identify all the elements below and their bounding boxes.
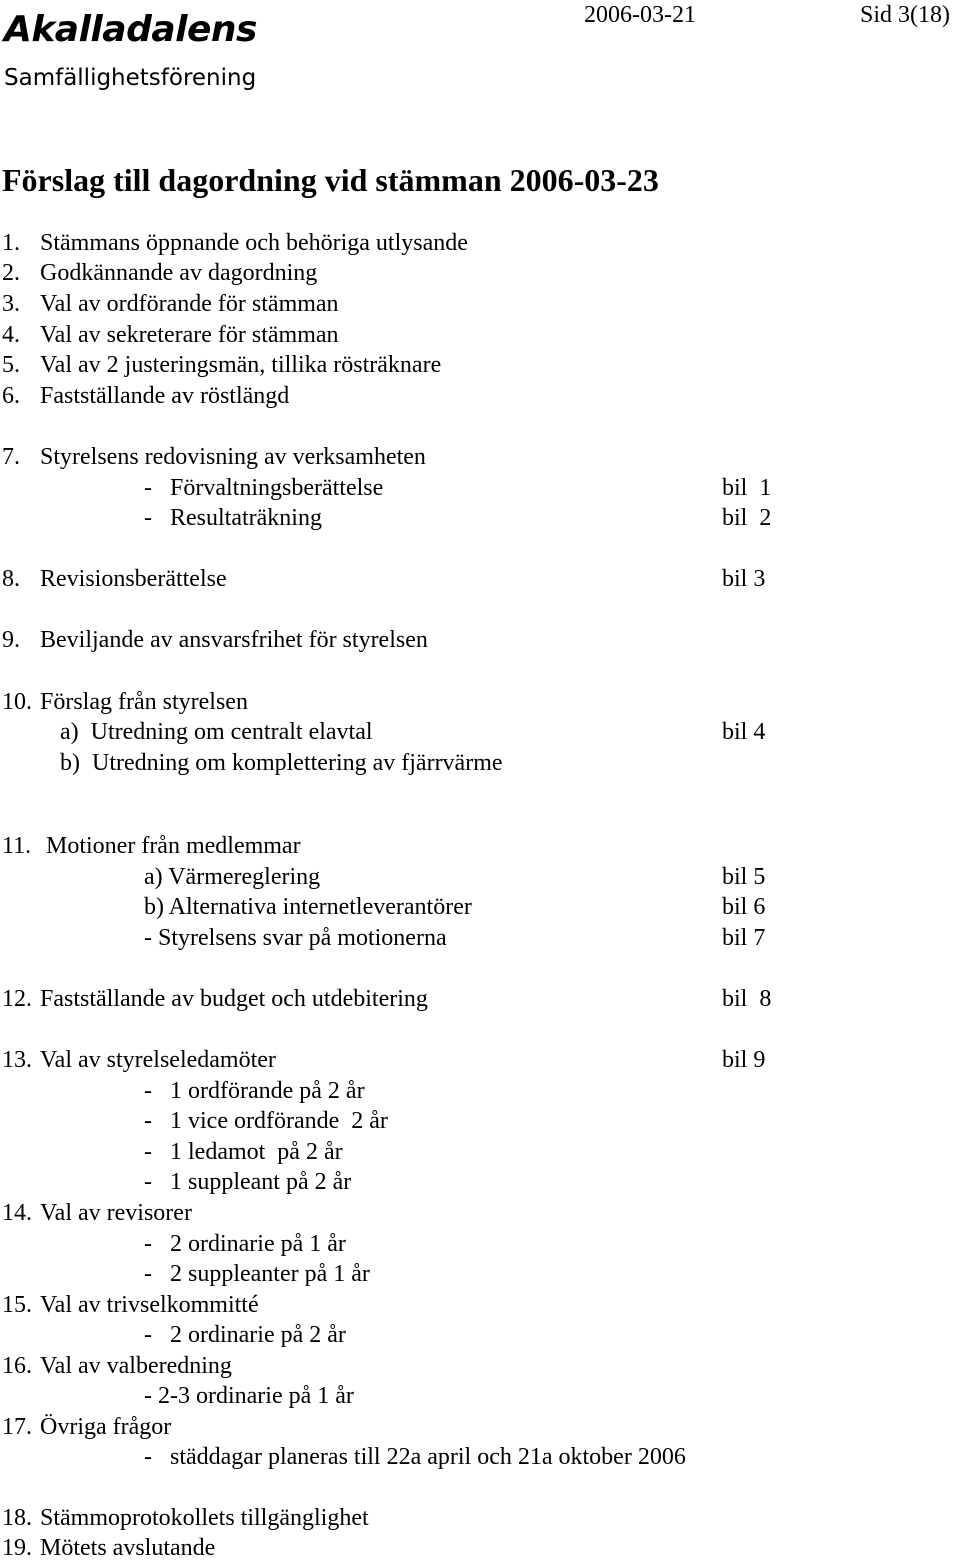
org-name: Akalladalens xyxy=(4,9,257,50)
attachment-ref: bil 2 xyxy=(722,505,772,531)
item-text: Val av revisorer xyxy=(40,1200,192,1226)
item-number: 1. xyxy=(2,230,20,256)
agenda-item xyxy=(2,831,301,861)
agenda-item xyxy=(2,258,318,288)
agenda-item xyxy=(2,350,442,380)
agenda-item xyxy=(2,228,468,258)
agenda-subitem: b) Utredning om komplettering av fjärrvärme xyxy=(60,750,503,776)
item-text: Val av trivselkommitté xyxy=(40,1292,259,1318)
item-text: Val av valberedning xyxy=(40,1353,232,1379)
item-number: 11. xyxy=(2,833,32,859)
item-number: 16. xyxy=(2,1353,32,1379)
item-text: Val av styrelseledamöter xyxy=(40,1047,276,1073)
item-text: Fastställande av röstlängd xyxy=(40,383,290,409)
agenda-item xyxy=(2,687,248,717)
agenda-item xyxy=(2,1198,192,1228)
org-subtitle: Samfällighetsförening xyxy=(4,65,257,91)
item-number: 5. xyxy=(2,352,20,378)
attachment-ref: bil 8 xyxy=(722,986,772,1012)
agenda-subitem: - Styrelsens svar på motionerna xyxy=(144,925,447,951)
item-number: 19. xyxy=(2,1535,32,1561)
agenda-item xyxy=(2,289,339,319)
item-number: 9. xyxy=(2,627,20,653)
item-number: 14. xyxy=(2,1200,32,1226)
item-text: Val av ordförande för stämman xyxy=(40,291,339,317)
agenda-subitem: - 2 suppleanter på 1 år xyxy=(144,1261,370,1287)
item-number: 18. xyxy=(2,1505,32,1531)
agenda-subitem: - Förvaltningsberättelse xyxy=(144,475,384,501)
item-number: 3. xyxy=(2,291,20,317)
item-number: 8. xyxy=(2,566,20,592)
item-number: 13. xyxy=(2,1047,32,1073)
item-number: 15. xyxy=(2,1292,32,1318)
item-number: 2. xyxy=(2,260,20,286)
agenda-subitem: - 1 suppleant på 2 år xyxy=(144,1169,352,1195)
item-text: Godkännande av dagordning xyxy=(40,260,318,286)
attachment-ref: bil 9 xyxy=(722,1047,766,1073)
attachment-ref: bil 7 xyxy=(722,925,766,951)
item-number: 7. xyxy=(2,444,20,470)
attachment-ref: bil 4 xyxy=(722,719,766,745)
agenda-item xyxy=(2,1412,172,1442)
agenda-subitem: - 2-3 ordinarie på 1 år xyxy=(144,1383,354,1409)
agenda-subitem: b) Alternativa internetleverantörer xyxy=(144,894,472,920)
item-text: Val av 2 justeringsmän, tillika rösträknare xyxy=(40,352,442,378)
item-text: Beviljande av ansvarsfrihet för styrelsen xyxy=(40,627,428,653)
item-text: Val av sekreterare för stämman xyxy=(40,322,339,348)
agenda-subitem: - 1 ordförande på 2 år xyxy=(144,1078,365,1104)
agenda-subitem: - 2 ordinarie på 2 år xyxy=(144,1322,346,1348)
attachment-ref: bil 3 xyxy=(722,566,766,592)
agenda-item xyxy=(2,320,339,350)
page-title: Förslag till dagordning vid stämman 2006-03-23 xyxy=(2,162,659,198)
attachment-ref: bil 1 xyxy=(722,475,772,501)
item-text: Revisionsberättelse xyxy=(40,566,227,592)
agenda-item xyxy=(2,442,426,472)
agenda-subitem: - 1 ledamot på 2 år xyxy=(144,1139,343,1165)
agenda-item xyxy=(2,1290,259,1320)
item-text: Stämmoprotokollets tillgänglighet xyxy=(40,1505,369,1531)
agenda-item xyxy=(2,381,290,411)
agenda-item xyxy=(2,625,428,655)
agenda-subitem: a) Utredning om centralt elavtal xyxy=(60,719,373,745)
agenda-subitem: - städdagar planeras till 22a april och 21a oktober 2006 xyxy=(144,1444,686,1470)
agenda-subitem: - 2 ordinarie på 1 år xyxy=(144,1231,346,1257)
item-text: Styrelsens redovisning av verksamheten xyxy=(40,444,426,470)
agenda-subitem: - Resultaträkning xyxy=(144,505,322,531)
agenda-item xyxy=(2,1351,232,1381)
agenda-item xyxy=(2,1503,369,1533)
page-number: Sid 3(18) xyxy=(860,2,950,28)
item-number: 17. xyxy=(2,1414,32,1440)
agenda-item xyxy=(2,984,428,1014)
item-text: Förslag från styrelsen xyxy=(40,689,248,715)
item-number: 4. xyxy=(2,322,20,348)
item-text: Mötets avslutande xyxy=(40,1535,216,1561)
agenda-item xyxy=(2,1045,276,1075)
item-text: Motioner från medlemmar xyxy=(46,833,301,859)
item-number: 10. xyxy=(2,689,32,715)
item-text: Övriga frågor xyxy=(40,1414,172,1440)
item-number: 6. xyxy=(2,383,20,409)
attachment-ref: bil 5 xyxy=(722,864,766,890)
agenda-subitem: a) Värmereglering xyxy=(144,864,321,890)
agenda-item xyxy=(2,564,227,594)
item-text: Fastställande av budget och utdebitering xyxy=(40,986,428,1012)
header-date: 2006-03-21 xyxy=(584,2,696,28)
agenda-subitem: - 1 vice ordförande 2 år xyxy=(144,1108,388,1134)
item-number: 12. xyxy=(2,986,32,1012)
item-text: Stämmans öppnande och behöriga utlysande xyxy=(40,230,468,256)
attachment-ref: bil 6 xyxy=(722,894,766,920)
